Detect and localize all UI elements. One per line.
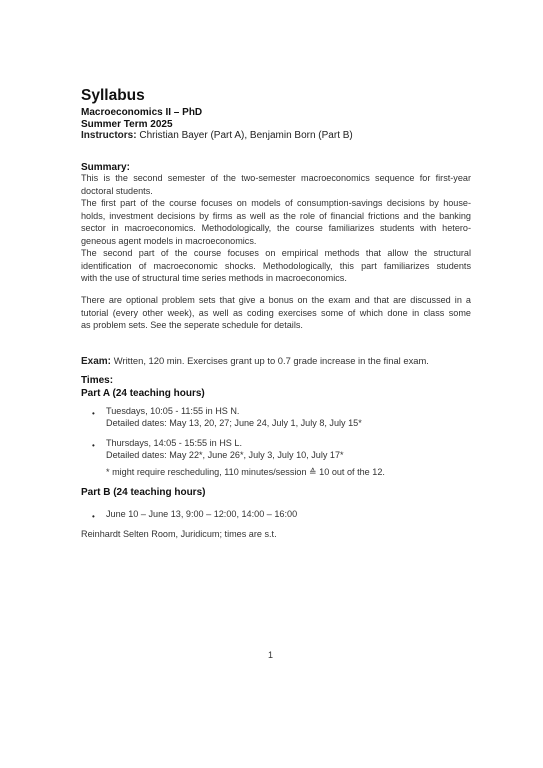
summary-heading: Summary:: [81, 162, 130, 173]
bullet-icon: •: [92, 512, 95, 521]
exam-label: Exam:: [81, 356, 112, 367]
summary-line: holds, investment decisions by firms as well as the role of financial frictions and the banking: [81, 210, 471, 221]
problem-sets-line: tutorial (every other week), as well as coding exercises some of which done in class some: [81, 307, 471, 318]
bullet-icon: •: [92, 441, 95, 450]
summary-line: doctoral students.: [81, 185, 153, 196]
problem-sets-line: as problem sets. See the seperate schedule for details.: [81, 320, 303, 330]
bullet-icon: •: [92, 409, 95, 418]
exam-line: [81, 355, 429, 367]
instructors-line: [81, 130, 353, 141]
summary-line: This is the second semester of the two-semester macroeconomics sequence for first-year: [81, 173, 471, 183]
location-line: Reinhardt Selten Room, Juridicum; times are s.t.: [81, 529, 277, 539]
exam-text: Written, 120 min. Exercises grant up to 0.7 grade increase in the final exam.: [113, 355, 429, 366]
problem-sets-paragraph: [81, 294, 471, 332]
summary-line: The first part of the course focuses on models of consumption-savings decisions by house-: [81, 198, 471, 208]
part-a-item-main: Tuesdays, 10:05 - 11:55 in HS N.: [106, 406, 240, 416]
summary-line: geneous agent models in macroeconomics.: [81, 235, 257, 246]
part-a-note: * might require rescheduling, 110 minutes/session ≙ 10 out of the 12.: [106, 467, 385, 477]
part-b-item: June 10 – June 13, 9:00 – 12:00, 14:00 – 16:00: [106, 509, 298, 519]
course-name: Macroeconomics II – PhD: [81, 107, 203, 118]
page-number: 1: [268, 650, 274, 660]
page-title: Syllabus: [81, 87, 145, 104]
part-a-heading: Part A (24 teaching hours): [81, 388, 205, 399]
part-b-heading: Part B (24 teaching hours): [81, 487, 206, 498]
term: Summer Term 2025: [81, 119, 173, 130]
part-a-item-detail: Detailed dates: May 22*, June 26*, July 3, July 10, July 17*: [106, 450, 344, 460]
instructors-text: Christian Bayer (Part A), Benjamin Born (Part B): [139, 130, 353, 141]
summary-line: with the use of structural time series methods in macroeconomics.: [81, 273, 347, 283]
summary-line: The second part of the course focuses on empirical methods that allow the structural: [81, 248, 471, 258]
times-heading: Times:: [81, 375, 114, 386]
problem-sets-line: There are optional problem sets that give a bonus on the exam and that are discussed in a: [81, 295, 471, 305]
part-a-item-detail: Detailed dates: May 13, 20, 27; June 24, July 1, July 8, July 15*: [106, 418, 362, 428]
instructors-label: Instructors:: [81, 130, 137, 141]
summary-paragraph: [81, 172, 471, 285]
part-a-item-main: Thursdays, 14:05 - 15:55 in HS L.: [106, 438, 242, 448]
summary-line: identification of macroeconomic shocks. Methodologically, this part familiarizes students: [81, 260, 471, 271]
summary-line: sector in macroeconomics. Methodologically, the course familiarizes students with hetero-: [81, 223, 471, 233]
